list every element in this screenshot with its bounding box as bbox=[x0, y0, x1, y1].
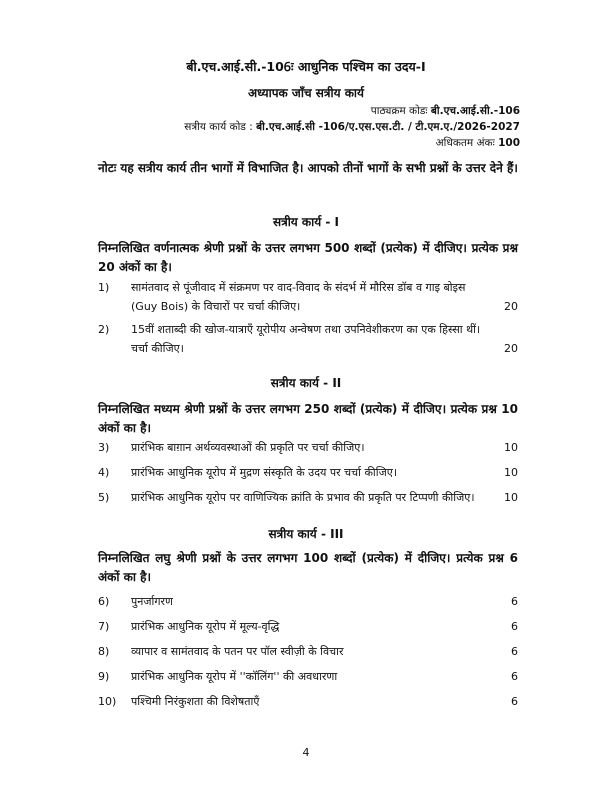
question-number: 8) bbox=[98, 645, 110, 658]
question-text-line2: चर्चा कीजिए। bbox=[131, 342, 184, 355]
question-text: प्रारंभिक बाग़ान अर्थव्यवस्थाओं की प्रकृति पर चर्चा कीजिए। bbox=[131, 441, 365, 454]
assignment-code: बी.एच.आई.सी -106/ए.एस.एस.टी. / टी.एम.ए./2026-2027 bbox=[256, 121, 520, 133]
question-text: व्यापार व सामंतवाद के पतन पर पॉल स्वीज़ी के विचार bbox=[131, 645, 344, 658]
question-text-line1: 15वीं शताब्दी की खोज-यात्राएँ यूरोपीय अन्वेषण तथा उपनिवेशीकरण का एक हिस्सा थीं। bbox=[131, 323, 481, 336]
note-text: नोटः यह सत्रीय कार्य तीन भागों में विभाजित है। आपको तीनों भागों के सभी प्रश्नों के उत्तर देने हैं। bbox=[98, 161, 518, 175]
max-marks-label: अधिकतम अंकः bbox=[435, 137, 495, 149]
section-1-heading: सत्रीय कार्य - I bbox=[272, 215, 340, 229]
max-marks-line bbox=[436, 135, 520, 151]
question-text: पश्चिमी निरंकुशता की विशेषताएँ bbox=[131, 695, 260, 708]
question-number: 2) bbox=[98, 323, 110, 336]
question-marks: 6 bbox=[511, 695, 518, 708]
question-item bbox=[98, 667, 518, 686]
question-item bbox=[98, 592, 518, 611]
question-number: 3) bbox=[98, 441, 110, 454]
section-3-instruction: निम्नलिखित लघु श्रेणी प्रश्नों के उत्तर लगभग 100 शब्दों (प्रत्येक) में दीजिए। प्रत्येक प्रश्न 6 अंकों का है। bbox=[98, 551, 518, 584]
question-marks: 20 bbox=[504, 342, 518, 355]
question-marks: 10 bbox=[504, 466, 518, 479]
question-item bbox=[98, 642, 518, 661]
question-number: 5) bbox=[98, 491, 110, 504]
assignment-code-line bbox=[184, 119, 520, 135]
question-text-line2: (Guy Bois) के विचारों पर चर्चा कीजिए। bbox=[131, 300, 301, 313]
assignment-subtitle: अध्यापक जाँच सत्रीय कार्य bbox=[247, 86, 365, 100]
question-text: प्रारंभिक आधुनिक यूरोप में ''कॉलिंग'' की अवधारणा bbox=[131, 670, 338, 683]
question-marks: 10 bbox=[504, 491, 518, 504]
question-item bbox=[98, 438, 518, 457]
assignment-code-label: सत्रीय कार्य कोड : bbox=[184, 121, 253, 133]
question-marks: 10 bbox=[504, 441, 518, 454]
course-title: बी.एच.आई.सी.-106ः आधुनिक पश्चिम का उदय-I bbox=[186, 59, 426, 74]
question-marks: 6 bbox=[511, 670, 518, 683]
question-text: प्रारंभिक आधुनिक यूरोप में मुद्रण संस्कृति के उदय पर चर्चा कीजिए। bbox=[131, 466, 398, 479]
question-item bbox=[98, 463, 518, 482]
section-1-instruction: निम्नलिखित वर्णनात्मक श्रेणी प्रश्नों के उत्तर लगभग 500 शब्दों (प्रत्येक) में दीजिए। प्रत्येक प्रश्न 20 अंकों का है। bbox=[98, 241, 518, 274]
question-marks: 6 bbox=[511, 595, 518, 608]
course-code: बी.एच.आई.सी.-106 bbox=[430, 105, 520, 117]
question-marks: 6 bbox=[511, 620, 518, 633]
question-number: 9) bbox=[98, 670, 110, 683]
question-marks: 20 bbox=[504, 300, 518, 313]
question-item bbox=[98, 320, 518, 358]
question-item bbox=[98, 617, 518, 636]
question-number: 7) bbox=[98, 620, 110, 633]
question-number: 10) bbox=[98, 695, 117, 708]
section-3-heading: सत्रीय कार्य - III bbox=[268, 527, 344, 541]
max-marks: 100 bbox=[498, 137, 520, 149]
course-code-label: पाठ्यक्रम कोडः bbox=[370, 105, 428, 117]
question-number: 1) bbox=[98, 281, 110, 294]
question-number: 4) bbox=[98, 466, 110, 479]
course-code-line bbox=[371, 103, 520, 119]
question-item bbox=[98, 488, 518, 507]
question-text: प्रारंभिक आधुनिक यूरोप में मूल्य-वृद्धि bbox=[131, 620, 280, 633]
question-text-line1: सामंतवाद से पूंजीवाद में संक्रमण पर वाद-विवाद के संदर्भ में मौरिस डॉब व गाइ बोइस bbox=[131, 281, 466, 294]
question-item bbox=[98, 278, 518, 316]
question-number: 6) bbox=[98, 595, 110, 608]
page-number: 4 bbox=[302, 746, 310, 759]
section-2-instruction: निम्नलिखित मध्यम श्रेणी प्रश्नों के उत्तर लगभग 250 शब्दों (प्रत्येक) में दीजिए। प्रत्येक प्रश्न 10 अंकों का है। bbox=[98, 402, 518, 435]
section-2-heading: सत्रीय कार्य - II bbox=[270, 376, 342, 390]
question-text: प्रारंभिक आधुनिक यूरोप पर वाणिज्यिक क्रांति के प्रभाव की प्रकृति पर टिप्पणी कीजिए। bbox=[131, 491, 475, 504]
question-item bbox=[98, 692, 518, 711]
question-text: पुनर्जागरण bbox=[131, 595, 174, 608]
question-marks: 6 bbox=[511, 645, 518, 658]
